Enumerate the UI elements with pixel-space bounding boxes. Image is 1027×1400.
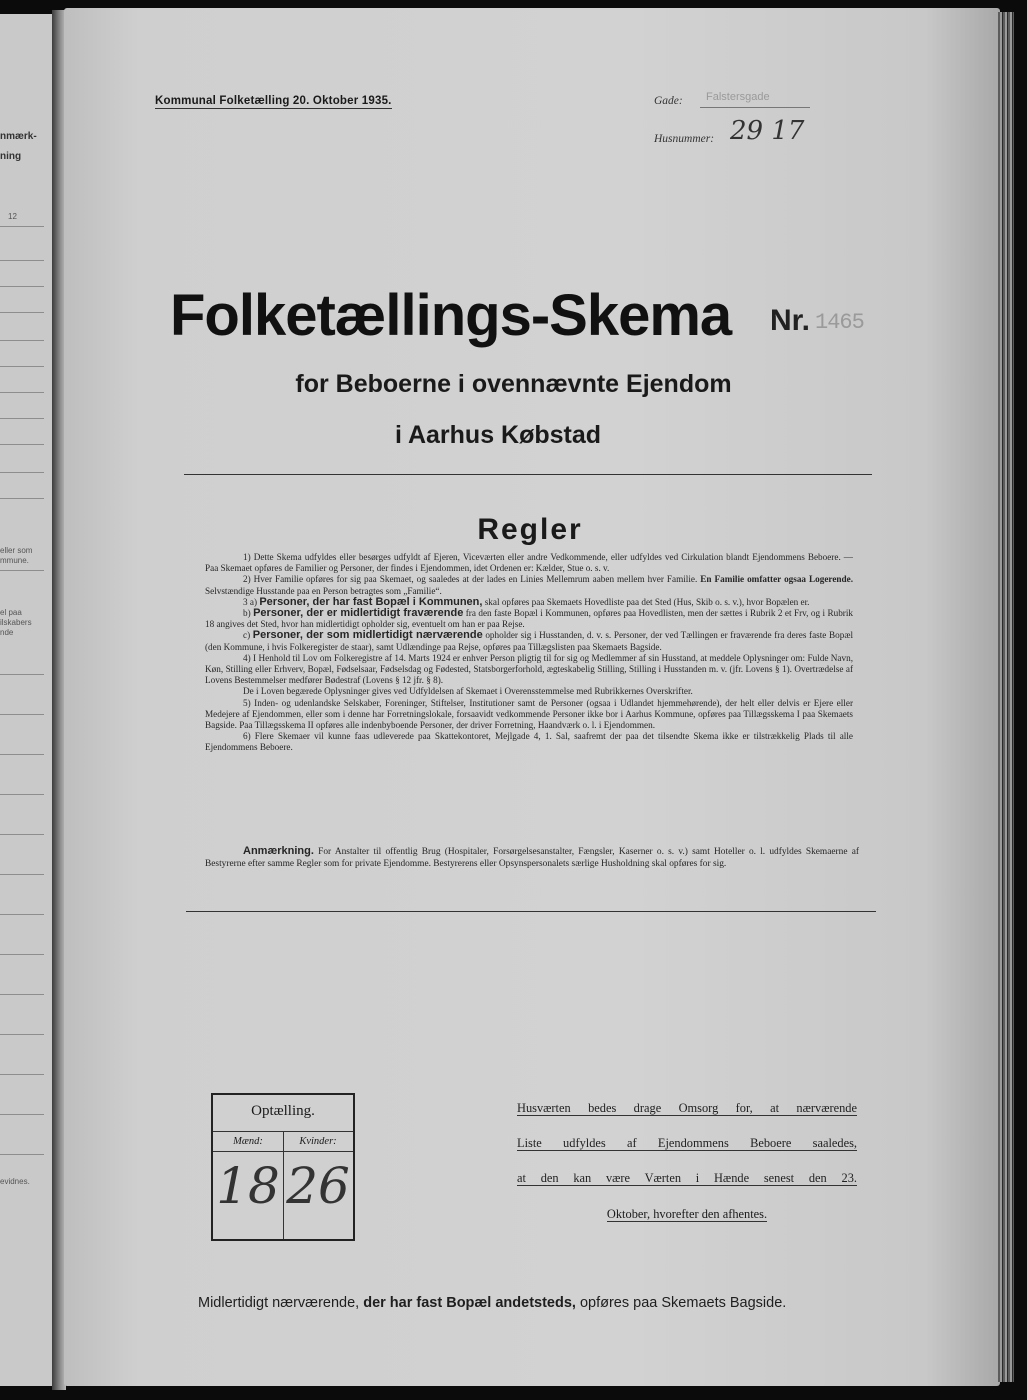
footer-text-bold: der har fast Bopæl andetsteds,	[363, 1295, 576, 1311]
left-rule	[0, 444, 44, 445]
divider-top	[184, 474, 872, 475]
house-number-value: 29 17	[730, 116, 805, 146]
house-number-label: Husnummer:	[654, 133, 715, 145]
landlord-note-text: Oktober, hvorefter den afhentes.	[606, 1207, 768, 1221]
left-stub-text: mmune.	[0, 556, 29, 565]
form-location: i Aarhus Købstad	[395, 421, 602, 449]
page-edges	[998, 12, 1014, 1382]
left-rule	[0, 418, 44, 419]
left-rule	[0, 754, 44, 755]
left-rule	[0, 570, 44, 571]
rule-3c-emphasis: Personer, der som midlertidigt nærværende	[252, 629, 483, 642]
rule-2-rest: Selvstændige Husstande paa en Person betragtes som „Familie“.	[205, 585, 442, 596]
rule-3a-emphasis: Personer, der har fast Bopæl i Kommunen,	[259, 595, 483, 608]
left-rule	[0, 312, 44, 313]
rule-3b-emphasis: Personer, der er midlertidigt fraværende	[253, 607, 464, 620]
landlord-note-text: at den kan være Værten i Hænde senest den 23.	[517, 1171, 857, 1185]
left-rule	[0, 286, 44, 287]
rules-text	[205, 552, 853, 754]
left-rule	[0, 366, 44, 367]
left-rule	[0, 914, 44, 915]
left-stub-text: 12	[8, 212, 17, 221]
men-count: 18	[216, 1157, 280, 1215]
rule-3b-text: fra den faste Bopæl i Kommunen, opføres paa Hovedlisten, men der sættes i Rubrik 2 et Frv, og i Rubrik 18 angives det Sted, hvor han midlertidigt opholder sig, eventuelt om han er paa Rejse.	[205, 608, 853, 630]
rule-4: 4) I Henhold til Lov om Folkeregistre af 14. Marts 1924 er enhver Person pligtig til for sig og Medlemmer af sin Husstand, at meddele Oplysninger om: Fulde Navn, Køn, Stilling eller Erhverv, Bopæl, Fødselsaar, Fødselsdag og Fødested, Statsborgerforhold, ægteskabelig Stilling, Stilling i Husstanden m. v. (jfr. Lovens § 1). Overtrædelse af Lovens Bestemmelser medfører Bødestraf (Lovens § 12 jfr. § 8).	[205, 652, 853, 686]
rules-heading: Regler	[477, 513, 583, 546]
women-label: Kvinder:	[299, 1136, 337, 1147]
footer-text-2: opføres paa Skemaets Bagside.	[579, 1295, 787, 1311]
left-rule	[0, 260, 44, 261]
footer-text-1: Midlertidigt nærværende,	[198, 1295, 360, 1311]
rule-1: 1) Dette Skema udfyldes eller besørges udfyldt af Ejeren, Viceværten eller andre Vedkommende, eller udfyldes ved Cirkulation blandt Ejendommens Beboere. — Paa Skemaet opføres de Familier og Personer, der findes i Ejendommen, idet Ordenen er: Kælder, Stue o. s. v.	[205, 552, 853, 574]
left-rule	[0, 714, 44, 715]
left-stub-text: ning	[0, 151, 22, 162]
landlord-note-line-3	[517, 1171, 857, 1186]
rule-3b-num: b)	[243, 608, 251, 619]
left-rule	[0, 340, 44, 341]
rule-6: 6) Flere Skemaer vil kunne faas udleverede paa Skattekontoret, Mejlgade 4, 1. Sal, saafremt der paa det tilsendte Skema ikke er tilstrækkelig Plads til alle Ejendommens Beboere.	[205, 731, 853, 753]
left-rule	[0, 834, 44, 835]
form-number-value: 1465	[815, 310, 864, 335]
left-rule	[0, 674, 44, 675]
rule-3a-text: skal opføres paa Skemaets Hovedliste paa det Sted (Hus, Skib o. s. v.), hvor Bopælen er.	[484, 596, 810, 607]
street-label: Gade:	[654, 95, 683, 107]
women-count: 26	[286, 1157, 350, 1215]
left-rule	[0, 874, 44, 875]
rule-3c-text: opholder sig i Husstanden, d. v. s. Personer, der ved Tællingen er fraværende fra deres faste Bopæl (den Kommune, i hvis Folkeregister de staar), samt Udlændinge paa Rejse, opføres paa Tillægslisten paa Skemaets Bagside.	[205, 630, 854, 652]
left-rule	[0, 994, 44, 995]
landlord-note-text: Husværten bedes drage Omsorg for, at nærværende	[517, 1101, 857, 1115]
left-rule	[0, 794, 44, 795]
rule-4b: De i Loven begærede Oplysninger gives ved Udfyldelsen af Skemaet i Overensstemmelse med Rubrikkernes Overskrifter.	[243, 686, 693, 697]
left-page-stub	[0, 14, 54, 1386]
count-box-header-divider	[213, 1151, 353, 1152]
footer-note	[198, 1295, 786, 1311]
annotation-note	[205, 846, 859, 870]
annotation-text: For Anstalter til offentlig Brug (Hospitaler, Forsørgelsesanstalter, Fængsler, Kaserner o. s. v.) samt Hoteller o. l. udfyldes Skemaerne af Bestyrerne efter samme Regler som for private Ejendomme. Bestyrerens eller Opsynspersonalets særlige Husholdning skal opføres for sig.	[205, 847, 860, 869]
left-rule	[0, 1034, 44, 1035]
divider-bottom	[186, 911, 876, 912]
rule-2-bold: En Familie omfatter ogsaa Logerende.	[700, 574, 853, 585]
left-stub-text: el paa	[0, 608, 22, 617]
left-stub-text: nde	[0, 628, 14, 637]
left-rule	[0, 1154, 44, 1155]
form-subtitle: for Beboerne i ovennævnte Ejendom	[295, 370, 732, 398]
annotation-label: Anmærkning.	[243, 845, 314, 857]
left-stub-text: evidnes.	[0, 1177, 30, 1186]
left-stub-text: eller som	[0, 546, 33, 555]
rule-3c	[205, 630, 853, 652]
left-rule	[0, 498, 44, 499]
left-rule	[0, 472, 44, 473]
left-rule	[0, 1114, 44, 1115]
street-underline	[700, 107, 810, 108]
count-box-title: Optælling.	[251, 1103, 315, 1119]
left-rule	[0, 954, 44, 955]
rule-5: 5) Inden- og udenlandske Selskaber, Foreninger, Stiftelser, Institutioner samt de Personer (ogsaa i Udlandet hjemmehørende), der helt eller delvis er Ejere eller Medejere af Ejendommen, eller som i denne har Forretningslokale, forsaavidt vedkommende Personer ikke bor i Aarhus Kommune, opføres paa Tillægsskema I paa Skemaets Bagside. Paa Tillægsskema II opføres alle indenbyboende Personer, der driver Forretning, Haandværk o. l. i Ejendommen.	[205, 697, 853, 731]
census-heading: Kommunal Folketælling 20. Oktober 1935.	[155, 95, 392, 107]
street-value: Falstersgade	[706, 91, 770, 103]
landlord-note-line-2	[517, 1136, 857, 1151]
left-stub-text: nmærk-	[0, 131, 37, 142]
rule-3a-num: 3 a)	[243, 596, 258, 607]
landlord-note-line-1	[517, 1101, 857, 1116]
landlord-note-text: Liste udfyldes af Ejendommens Beboere saaledes,	[517, 1136, 857, 1150]
count-box	[211, 1093, 355, 1241]
rule-2	[205, 574, 853, 596]
form-number-label: Nr.	[770, 304, 811, 337]
form-title: Folketællings-Skema	[170, 283, 732, 348]
rule-2-text: 2) Hver Familie opføres for sig paa Skemaet, og saaledes at der lades en Linies Mellemrum aaben mellem hver Familie.	[243, 574, 698, 585]
rule-3c-num: c)	[243, 630, 251, 641]
left-rule	[0, 1074, 44, 1075]
rule-3b	[205, 608, 853, 630]
left-stub-text: ilskabers	[0, 618, 32, 627]
men-label: Mænd:	[233, 1136, 263, 1147]
landlord-note-line-4	[517, 1207, 857, 1222]
left-rule	[0, 226, 44, 227]
